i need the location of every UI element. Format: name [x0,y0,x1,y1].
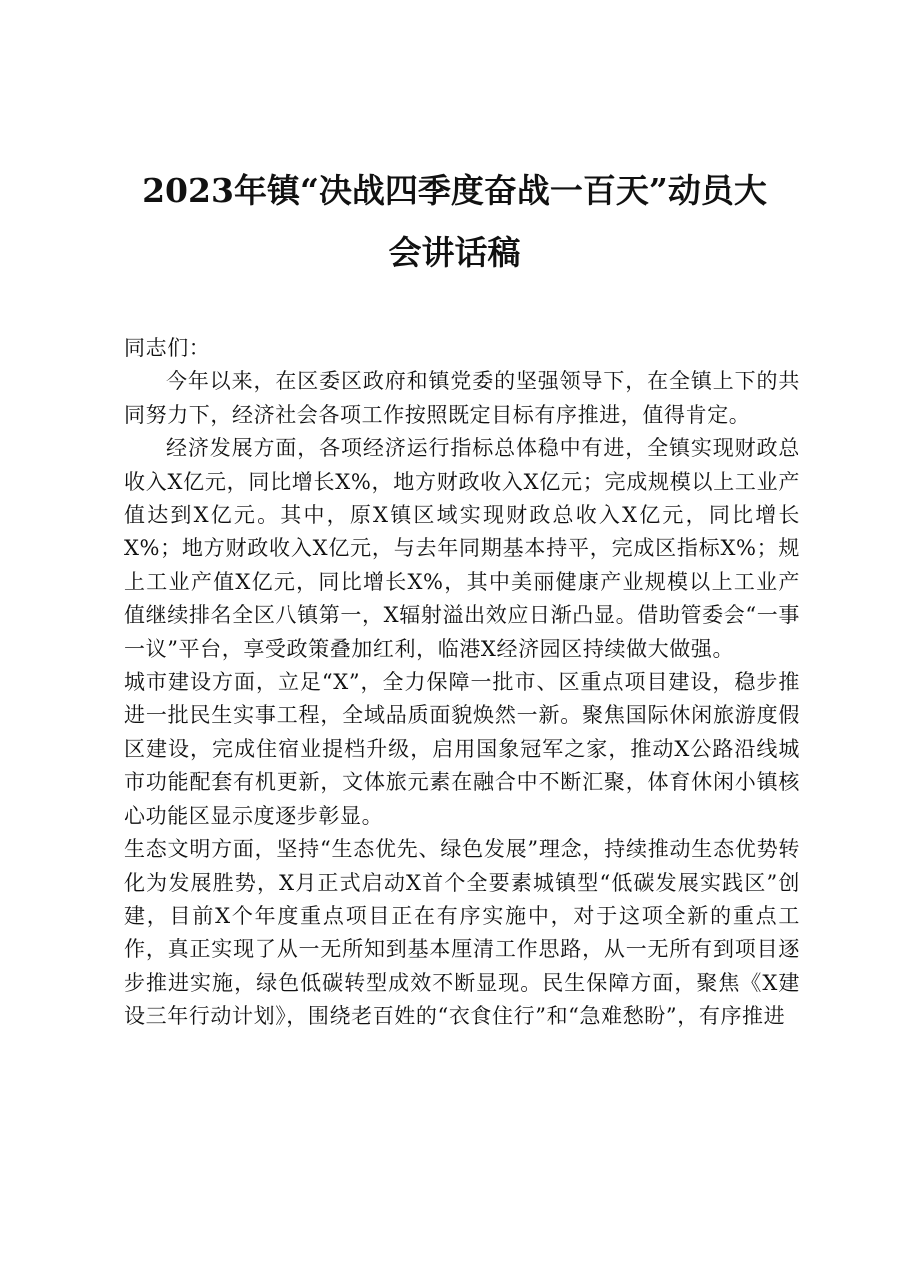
salutation: 同志们： [124,336,211,360]
paragraph-ecology: 生态文明方面，坚持“生态优先、绿色发展”理念，持续推动生态优势转化为发展胜势，X月正式启动X首个全要素城镇型“低碳发展实践区”创建，目前X个年度重点项目正在有序实施中，对于这项全新的重点工作，真正实现了从一无所知到基本厘清工作思路，从一无所有到项目逐步推进实施，绿色低碳转型成效不断显现。民生保障方面，聚焦《X建设三年行动计划》，围绕老百姓的“衣食住行”和“急难愁盼”，有序推进 [124,837,800,1029]
document-title [100,160,809,284]
paragraph-urban: 城市建设方面，立足“X”，全力保障一批市、区重点项目建设，稳步推进一批民生实事工程，全域品质面貌焕然一新。聚焦国际休闲旅游度假区建设，完成住宿业提档升级，启用国象冠军之家，推动X公路沿线城市功能配套有机更新，文体旅元素在融合中不断汇聚，体育休闲小镇核心功能区显示度逐步彰显。 [124,670,800,828]
title-line-1: 2023年镇“决战四季度奋战一百天”动员大 [142,171,767,210]
document-body [124,332,800,1034]
paragraph-intro: 今年以来，在区委区政府和镇党委的坚强领导下，在全镇上下的共同努力下，经济社会各项工作按照既定目标有序推进，值得肯定。 [124,369,800,427]
paragraph-economy: 经济发展方面，各项经济运行指标总体稳中有进，全镇实现财政总收入X亿元，同比增长X%，地方财政收入X亿元；完成规模以上工业产值达到X亿元。其中，原X镇区域实现财政总收入X亿元，同比增长X%；地方财政收入X亿元，与去年同期基本持平，完成区指标X%；规上工业产值X亿元，同比增长X%，其中美丽健康产业规模以上工业产值继续排名全区八镇第一，X辐射溢出效应日渐凸显。借助管委会“一事一议”平台，享受政策叠加红利，临港X经济园区持续做大做强。 [124,436,800,661]
title-line-2: 会讲话稿 [388,233,521,272]
